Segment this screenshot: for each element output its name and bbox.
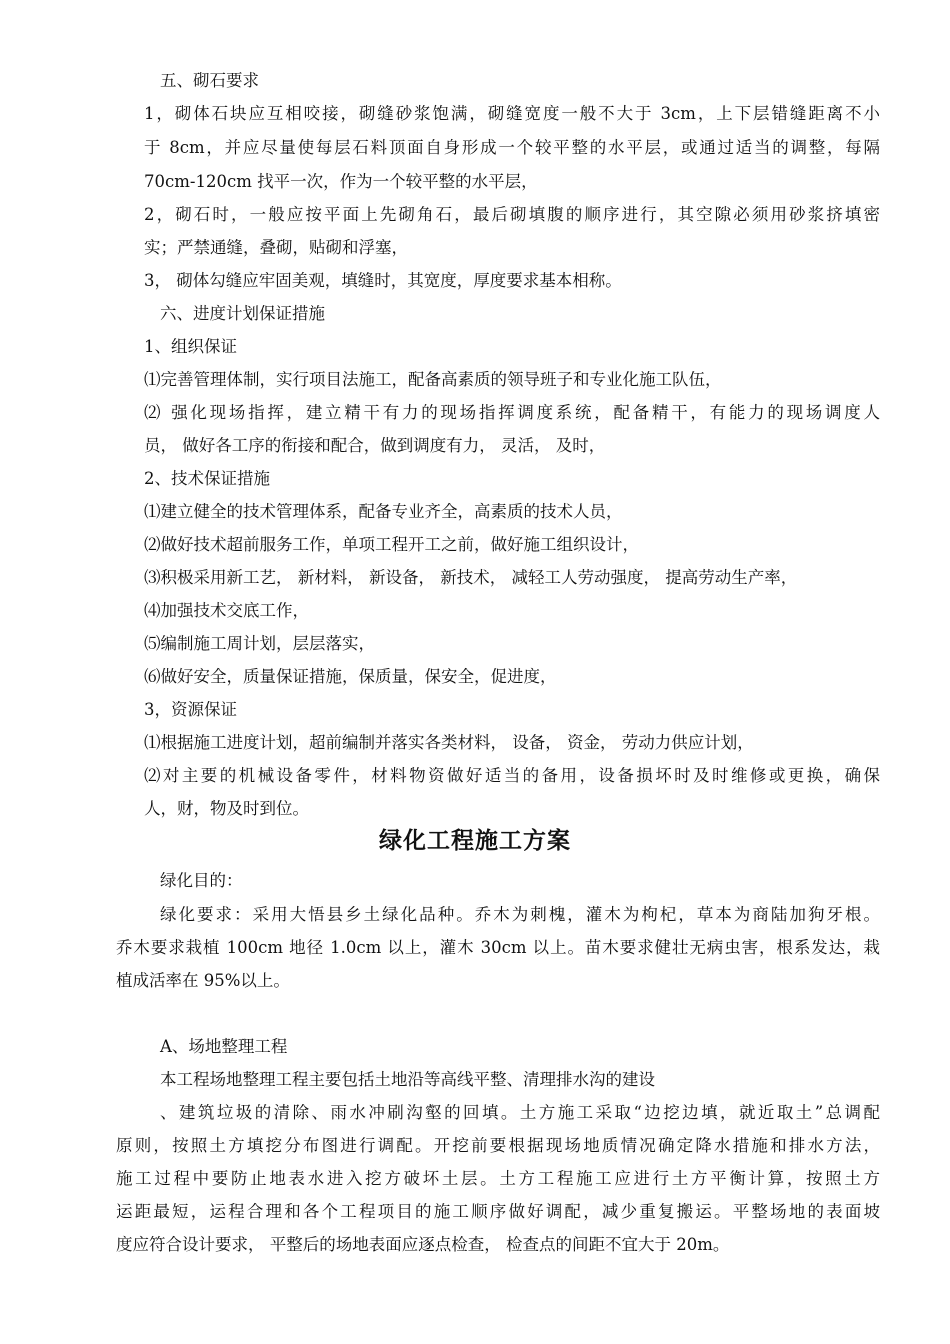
list-item: ⑷加强技术交底工作， [144, 601, 309, 620]
subsection-heading: 3，资源保证 [144, 700, 237, 719]
subsection-heading: 1、组织保证 [144, 337, 237, 356]
paragraph-line: 度应符合设计要求， 平整后的场地表面应逐点检查， 检查点的间距不宜大于 20m。 [116, 1235, 730, 1254]
list-item: ⑴根据施工进度计划，超前编制并落实各类材料， 设备， 资金， 劳动力供应计划， [144, 733, 754, 752]
paragraph-line: 绿化要求：采用大悟县乡土绿化品种。乔木为刺槐，灌木为枸杞，草本为商陆加狗牙根。 [160, 905, 880, 924]
paragraph-line: 实；严禁通缝，叠砌，贴砌和浮塞， [144, 238, 408, 257]
paragraph-line: 原则，按照土方填挖分布图进行调配。开挖前要根据现场地质情况确定降水措施和排水方法， [116, 1136, 880, 1155]
list-item: ⑵做好技术超前服务工作，单项工程开工之前，做好施工组织设计， [144, 535, 639, 554]
paragraph-line: 运距最短，运程合理和各个工程项目的施工顺序做好调配，减少重复搬运。平整场地的表面坡 [116, 1202, 880, 1221]
subsection-heading: 2、技术保证措施 [144, 469, 270, 488]
paragraph-line: 施工过程中要防止地表水进入挖方破坏土层。土方工程施工应进行土方平衡计算，按照土方 [116, 1169, 880, 1188]
list-item-continued: 人，财，物及时到位。 [144, 799, 309, 818]
greening-purpose: 绿化目的： [160, 871, 243, 890]
paragraph-line: 、建筑垃圾的清除、雨水冲刷沟壑的回填。土方施工采取“边挖边填，就近取土”总调配 [160, 1103, 880, 1122]
paragraph-line: 3， 砌体勾缝应牢固美观，填缝时，其宽度，厚度要求基本相称。 [144, 271, 622, 290]
site-preparation-heading: A、场地整理工程 [160, 1037, 288, 1056]
paragraph-line: 本工程场地整理工程主要包括土地沿等高线平整、清理排水沟的建设 [160, 1070, 655, 1089]
section-6-heading: 六、进度计划保证措施 [160, 304, 325, 323]
list-item: ⑹做好安全，质量保证措施，保质量，保安全，促进度， [144, 667, 557, 686]
list-item: ⑸编制施工周计划，层层落实， [144, 634, 375, 653]
list-item: ⑶积极采用新工艺， 新材料， 新设备， 新技术， 减轻工人劳动强度， 提高劳动生产率， [144, 568, 798, 587]
greening-title: 绿化工程施工方案 [379, 827, 571, 854]
list-item: ⑴完善管理体制，实行项目法施工，配备高素质的领导班子和专业化施工队伍， [144, 370, 722, 389]
list-item: ⑴建立健全的技术管理体系，配备专业齐全，高素质的技术人员， [144, 502, 623, 521]
list-item: ⑵对主要的机械设备零件，材料物资做好适当的备用，设备损坏时及时维修或更换，确保 [144, 766, 880, 785]
list-item: ⑵ 强化现场指挥，建立精干有力的现场指挥调度系统，配备精干，有能力的现场调度人 [144, 403, 880, 422]
paragraph-line: 2，砌石时，一般应按平面上先砌角石，最后砌填腹的顺序进行，其空隙必须用砂浆挤填密 [144, 205, 880, 224]
paragraph-line: 1，砌体石块应互相咬接，砌缝砂浆饱满，砌缝宽度一般不大于 3cm，上下层错缝距离不小 [144, 104, 880, 123]
paragraph-line: 植成活率在 95%以上。 [116, 971, 290, 990]
paragraph-line: 于 8cm，并应尽量使每层石料顶面自身形成一个较平整的水平层，或通过适当的调整，每隔 [144, 138, 880, 157]
section-5-heading: 五、砌石要求 [160, 71, 259, 90]
list-item-continued: 员， 做好各工序的衔接和配合，做到调度有力， 灵活， 及时， [144, 436, 606, 455]
paragraph-line: 乔木要求栽植 100cm 地径 1.0cm 以上，灌木 30cm 以上。苗木要求健壮无病虫害，根系发达，栽 [116, 938, 880, 957]
paragraph-line: 70cm-120cm 找平一次，作为一个较平整的水平层， [144, 172, 538, 191]
